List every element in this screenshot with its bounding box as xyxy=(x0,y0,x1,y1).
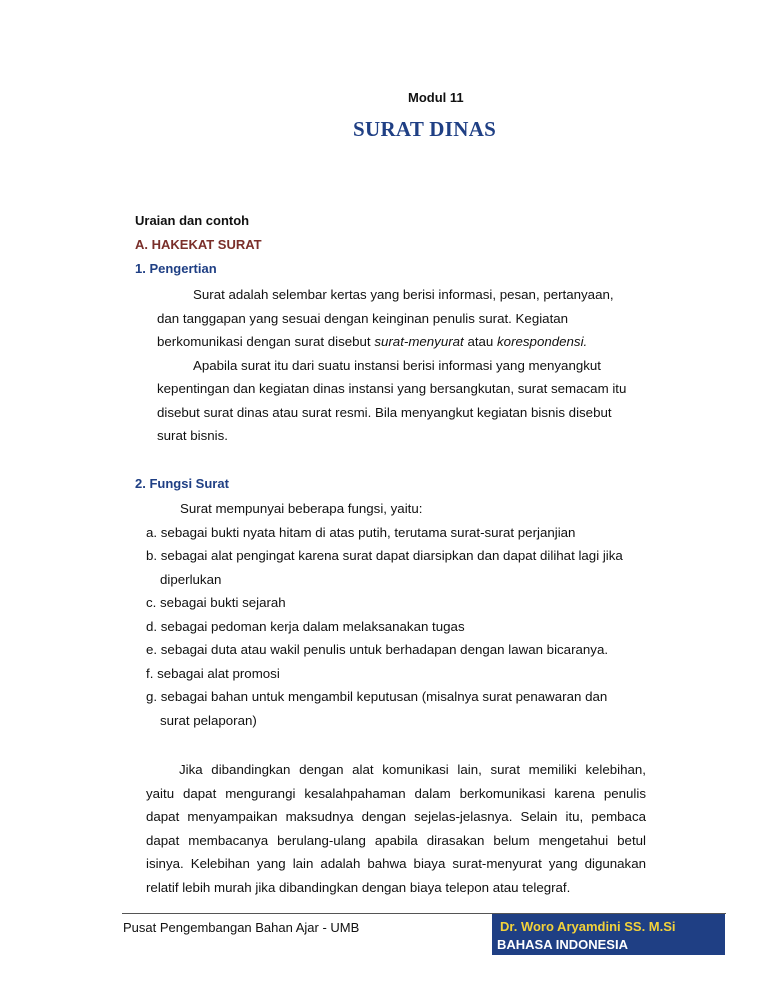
text-line: Apabila surat itu dari suatu instansi berisi informasi yang menyangkut xyxy=(193,357,601,373)
list-item: f. sebagai alat promosi xyxy=(146,665,280,681)
text-line: yaitu dapat mengurangi kesalahpahaman dalam berkomunikasi karena penulis xyxy=(146,785,646,801)
list-item: g. sebagai bahan untuk mengambil keputusan (misalnya surat penawaran dan xyxy=(146,689,608,704)
text-line: kepentingan dan kegiatan dinas instansi yang bersangkutan, surat semacam itu xyxy=(157,381,627,396)
list-item-continuation: surat pelaporan) xyxy=(160,712,257,728)
list-intro: Surat mempunyai beberapa fungsi, yaitu: xyxy=(180,501,423,516)
text-line: dapat membacanya berulang-ulang apabila dirasakan belum mengetahui betul xyxy=(146,832,646,848)
footer-publisher: Pusat Pengembangan Bahan Ajar - UMB xyxy=(123,920,360,935)
kelebihan-paragraph xyxy=(146,758,646,899)
section-heading-a: A. HAKEKAT SURAT xyxy=(135,237,262,252)
text-line: surat bisnis. xyxy=(157,428,228,443)
footer-author: Dr. Woro Aryamdini SS. M.Si xyxy=(500,919,676,934)
list-item: e. sebagai duta atau wakil penulis untuk berhadapan dengan lawan bicaranya. xyxy=(146,642,609,657)
text-line: Jika dibandingkan dengan alat komunikasi lain, surat memiliki kelebihan, xyxy=(179,762,646,777)
list-item: a. sebagai bukti nyata hitam di atas putih, terutama surat-surat perjanjian xyxy=(146,524,576,540)
intro-heading: Uraian dan contoh xyxy=(135,213,250,228)
text-line: Surat adalah selembar kertas yang berisi informasi, pesan, pertanyaan, xyxy=(193,287,614,302)
text-line: dapat menyampaikan maksudnya dengan sejelas-jelasnya. Selain itu, pembaca xyxy=(146,809,646,824)
footer-author-box xyxy=(492,914,725,955)
text-line: berkomunikasi dengan surat disebut surat-menyurat atau korespondensi. xyxy=(157,334,588,349)
text-line: relatif lebih murah jika dibandingkan dengan biaya telepon atau telegraf. xyxy=(146,879,571,895)
text-line: dan tanggapan yang sesuai dengan keinginan penulis surat. Kegiatan xyxy=(157,310,569,326)
list-item: c. sebagai bukti sejarah xyxy=(146,595,286,610)
text-line: isinya. Kelebihan yang lain adalah bahwa biaya surat-menyurat yang digunakan xyxy=(146,856,646,871)
subheading-pengertian: 1. Pengertian xyxy=(135,261,217,276)
list-item: d. sebagai pedoman kerja dalam melaksanakan tugas xyxy=(146,618,465,634)
module-number: Modul 11 xyxy=(408,90,464,105)
fungsi-list xyxy=(146,497,623,732)
subheading-fungsi: 2. Fungsi Surat xyxy=(135,476,229,491)
list-item-continuation: diperlukan xyxy=(160,571,222,587)
page-title: SURAT DINAS xyxy=(353,117,497,141)
text-line: disebut surat dinas atau surat resmi. Bila menyangkut kegiatan bisnis disebut xyxy=(157,404,612,420)
footer-course: BAHASA INDONESIA xyxy=(497,937,628,952)
pengertian-paragraph xyxy=(157,283,626,448)
list-item: b. sebagai alat pengingat karena surat dapat diarsipkan dan dapat dilihat lagi jika xyxy=(146,548,623,563)
